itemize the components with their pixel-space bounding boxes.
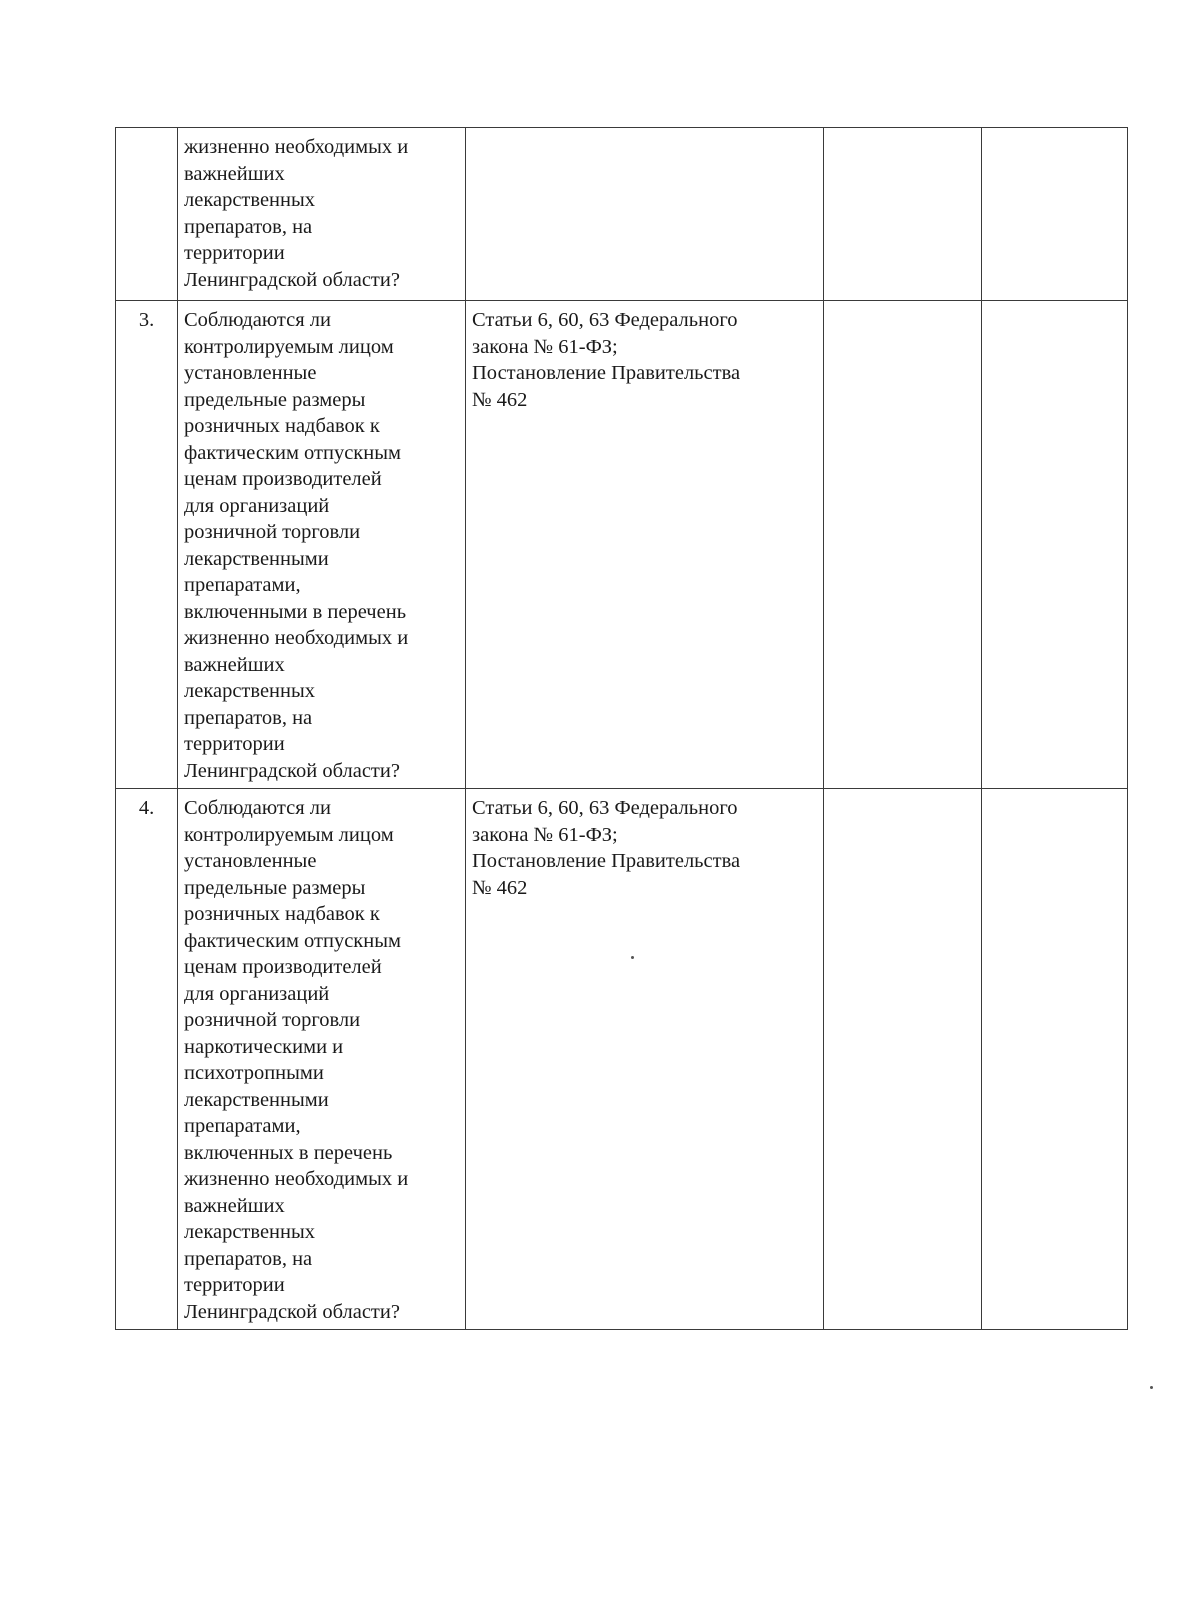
empty-cell xyxy=(824,128,982,301)
question-line: препаратов, на xyxy=(184,215,313,238)
checklist-table xyxy=(115,127,1128,1330)
question-line: фактическим отпускным xyxy=(184,929,401,952)
question-line: розничной торговли xyxy=(184,521,361,543)
reference-cell xyxy=(466,301,824,789)
question-line: лекарственных xyxy=(184,680,316,702)
question-line: лекарственными xyxy=(184,547,329,570)
question-line: Ленинградской области? xyxy=(184,759,400,782)
reference-line: закона № 61-ФЗ; xyxy=(472,823,618,846)
question-line: жизненно необходимых и xyxy=(184,1168,409,1190)
question-line: лекарственными xyxy=(184,1088,329,1111)
question-line: для организаций xyxy=(184,494,330,517)
question-line: Ленинградской области? xyxy=(184,1300,400,1323)
question-cell xyxy=(178,301,466,789)
question-line: Соблюдаются ли xyxy=(184,797,331,819)
row-number-cell: 3. xyxy=(116,301,178,789)
question-line: Соблюдаются ли xyxy=(184,309,331,331)
empty-cell xyxy=(824,301,982,789)
question-line: лекарственных xyxy=(184,1221,316,1243)
question-line: предельные размеры xyxy=(184,388,366,411)
question-line: препаратов, на xyxy=(184,1247,313,1270)
question-line: для организаций xyxy=(184,982,330,1005)
reference-line: Постановление Правительства xyxy=(472,362,741,384)
question-line: розничных надбавок к xyxy=(184,415,380,437)
reference-line: № 462 xyxy=(472,876,528,899)
question-line: контролируемым лицом xyxy=(184,335,394,358)
scan-speck xyxy=(631,956,634,959)
question-cell xyxy=(178,789,466,1330)
question-line: включенными в перечень xyxy=(184,600,407,623)
reference-line: № 462 xyxy=(472,388,528,411)
question-line: розничных надбавок к xyxy=(184,903,380,925)
question-line: жизненно необходимых и xyxy=(184,627,409,649)
table-row xyxy=(116,789,1128,1330)
question-line: препаратов, на xyxy=(184,706,313,729)
question-line: территории xyxy=(184,1274,285,1296)
row-number-cell: 4. xyxy=(116,789,178,1330)
row-number-cell xyxy=(116,128,178,301)
question-line: ценам производителей xyxy=(184,468,382,490)
empty-cell xyxy=(982,128,1128,301)
question-line: важнейших xyxy=(184,162,285,185)
question-cell xyxy=(178,128,466,301)
question-line: территории xyxy=(184,733,285,755)
question-line: жизненно необходимых и xyxy=(184,136,409,158)
question-line: розничной торговли xyxy=(184,1009,361,1031)
question-line: наркотическими и xyxy=(184,1035,344,1058)
table-row xyxy=(116,301,1128,789)
question-line: психотропными xyxy=(184,1062,324,1084)
question-line: установленные xyxy=(184,362,317,384)
question-line: препаратами, xyxy=(184,574,301,596)
scan-speck xyxy=(1150,1386,1153,1389)
question-line: лекарственных xyxy=(184,189,316,211)
reference-line: Статьи 6, 60, 63 Федерального xyxy=(472,309,738,331)
question-line: установленные xyxy=(184,850,317,872)
question-line: включенных в перечень xyxy=(184,1141,393,1164)
reference-line: Статьи 6, 60, 63 Федерального xyxy=(472,797,738,819)
question-line: ценам производителей xyxy=(184,956,382,978)
reference-line: закона № 61-ФЗ; xyxy=(472,335,618,358)
reference-cell xyxy=(466,789,824,1330)
question-line: контролируемым лицом xyxy=(184,823,394,846)
question-line: препаратами, xyxy=(184,1115,301,1137)
empty-cell xyxy=(824,789,982,1330)
empty-cell xyxy=(982,301,1128,789)
question-line: Ленинградской области? xyxy=(184,268,400,291)
reference-line: Постановление Правительства xyxy=(472,850,741,872)
question-line: фактическим отпускным xyxy=(184,441,401,464)
question-line: предельные размеры xyxy=(184,876,366,899)
table-row xyxy=(116,128,1128,301)
reference-cell xyxy=(466,128,824,301)
question-line: важнейших xyxy=(184,1194,285,1217)
question-line: территории xyxy=(184,242,285,264)
question-line: важнейших xyxy=(184,653,285,676)
empty-cell xyxy=(982,789,1128,1330)
